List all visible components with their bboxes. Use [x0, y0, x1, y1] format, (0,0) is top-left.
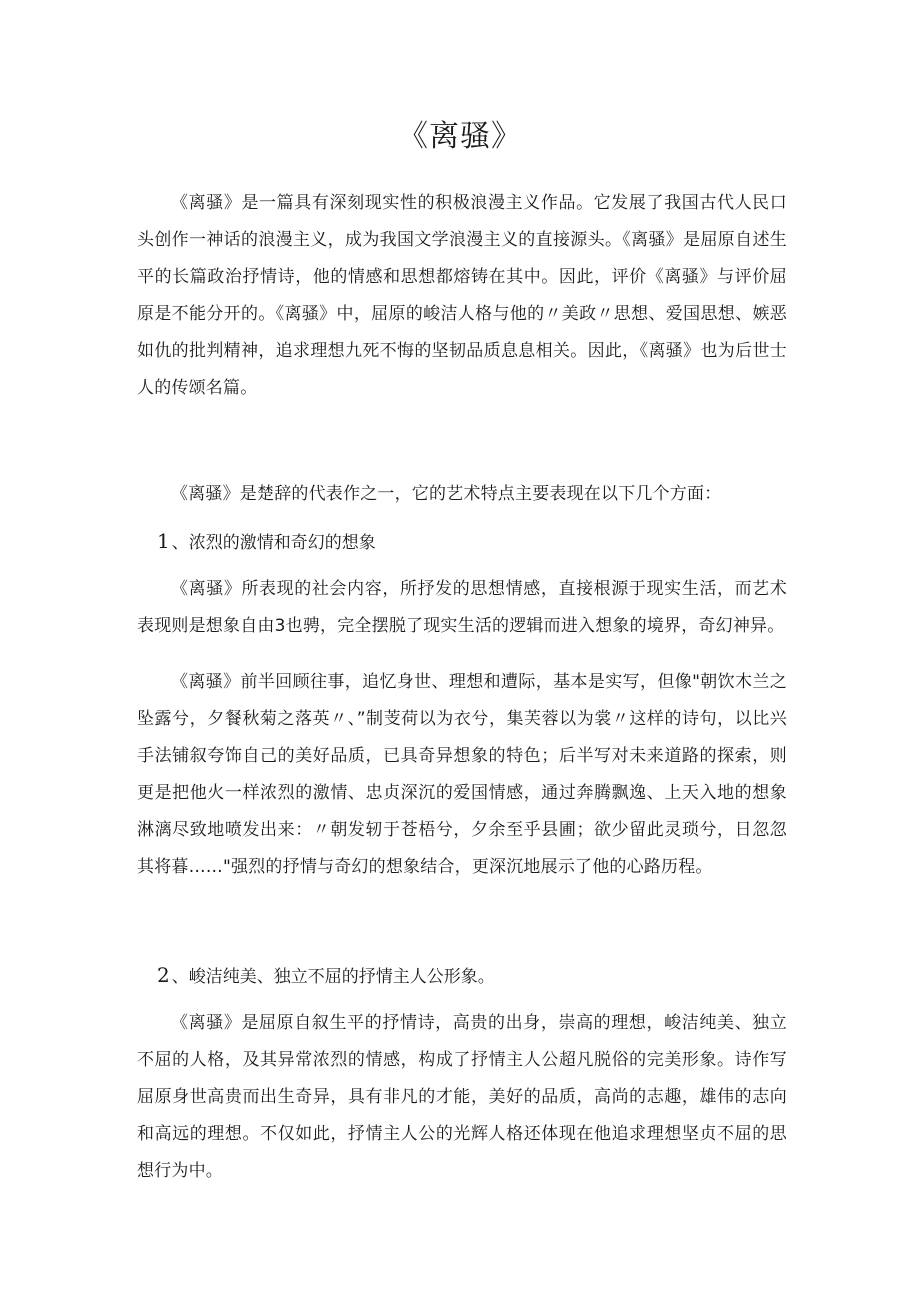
- paragraph-structure: 《离骚》前半回顾往事，追忆身世、理想和遭际，基本是实写，但像"朝饮木兰之坠露兮，夕餐秋菊之落英〃、”制芰荷以为衣兮，集芙蓉以为裳〃这样的诗句，以比兴手法铺叙夸饰自己的美好品质，已具奇异想象的特色；后半写对未来道路的探索，则更是把他火一样浓烈的激情、忠贞深沉的爱国情感，通过奔腾飘逸、上天入地的想象淋漓尽致地喷发出来：〃朝发轫于苍梧兮，夕余至乎县圃；欲少留此灵琐兮，日忽忽其将暮……"强烈的抒情与奇幻的想象结合，更深沉地展示了他的心路历程。: [137, 672, 787, 877]
- paragraph-intro: 《离骚》是一篇具有深刻现实性的积极浪漫主义作品。它发展了我国古代人民口头创作一神话的浪漫主义，成为我国文学浪漫主义的直接源头。《离骚》是屈原自述生平的长篇政治抒情诗，他的情感和思想都熔铸在其中。因此，评价《离骚》与评价屈原是不能分开的。《离骚》中，屈原的峻洁人格与他的〃美政〃思想、爱国思想、嫉恶如仇的批判精神，追求理想九死不悔的坚韧品质息息相关。因此，《离骚》也为后世士人的传颂名篇。: [137, 193, 787, 398]
- section-number-1: 1: [157, 529, 170, 553]
- section-title-1: 、浓烈的激情和奇幻的想象: [171, 533, 376, 553]
- paragraph-imagination: 《离骚》所表现的社会内容，所抒发的思想情感，直接根源于现实生活，而艺术表现则是想象自由3也骋，完全摆脱了现实生活的逻辑而进入想象的境界，奇幻神异。: [137, 579, 787, 636]
- paragraph-art-features: 《离骚》是楚辞的代表作之一，它的艺术特点主要表现在以下几个方面：: [171, 484, 722, 504]
- section-heading-1: [157, 523, 376, 562]
- section-heading-2: [157, 957, 495, 996]
- paragraph-protagonist: 《离骚》是屈原自叙生平的抒情诗，高贵的出身，崇高的理想，峻洁纯美、独立不屈的人格，及其异常浓烈的情感，构成了抒情主人公超凡脱俗的完美形象。诗作写屈原身世高贵而出生奇异，具有非凡的才能，美好的品质，高尚的志趣，雄伟的志向和高远的理想。不仅如此，抒情主人公的光辉人格还体现在他追求理想坚贞不屈的思想行为中。: [137, 1013, 787, 1181]
- section-number-2: 2: [157, 963, 170, 987]
- section-title-2: 、峻洁纯美、独立不屈的抒情主人公形象。: [171, 967, 495, 987]
- document-title: 《离骚》: [398, 119, 522, 154]
